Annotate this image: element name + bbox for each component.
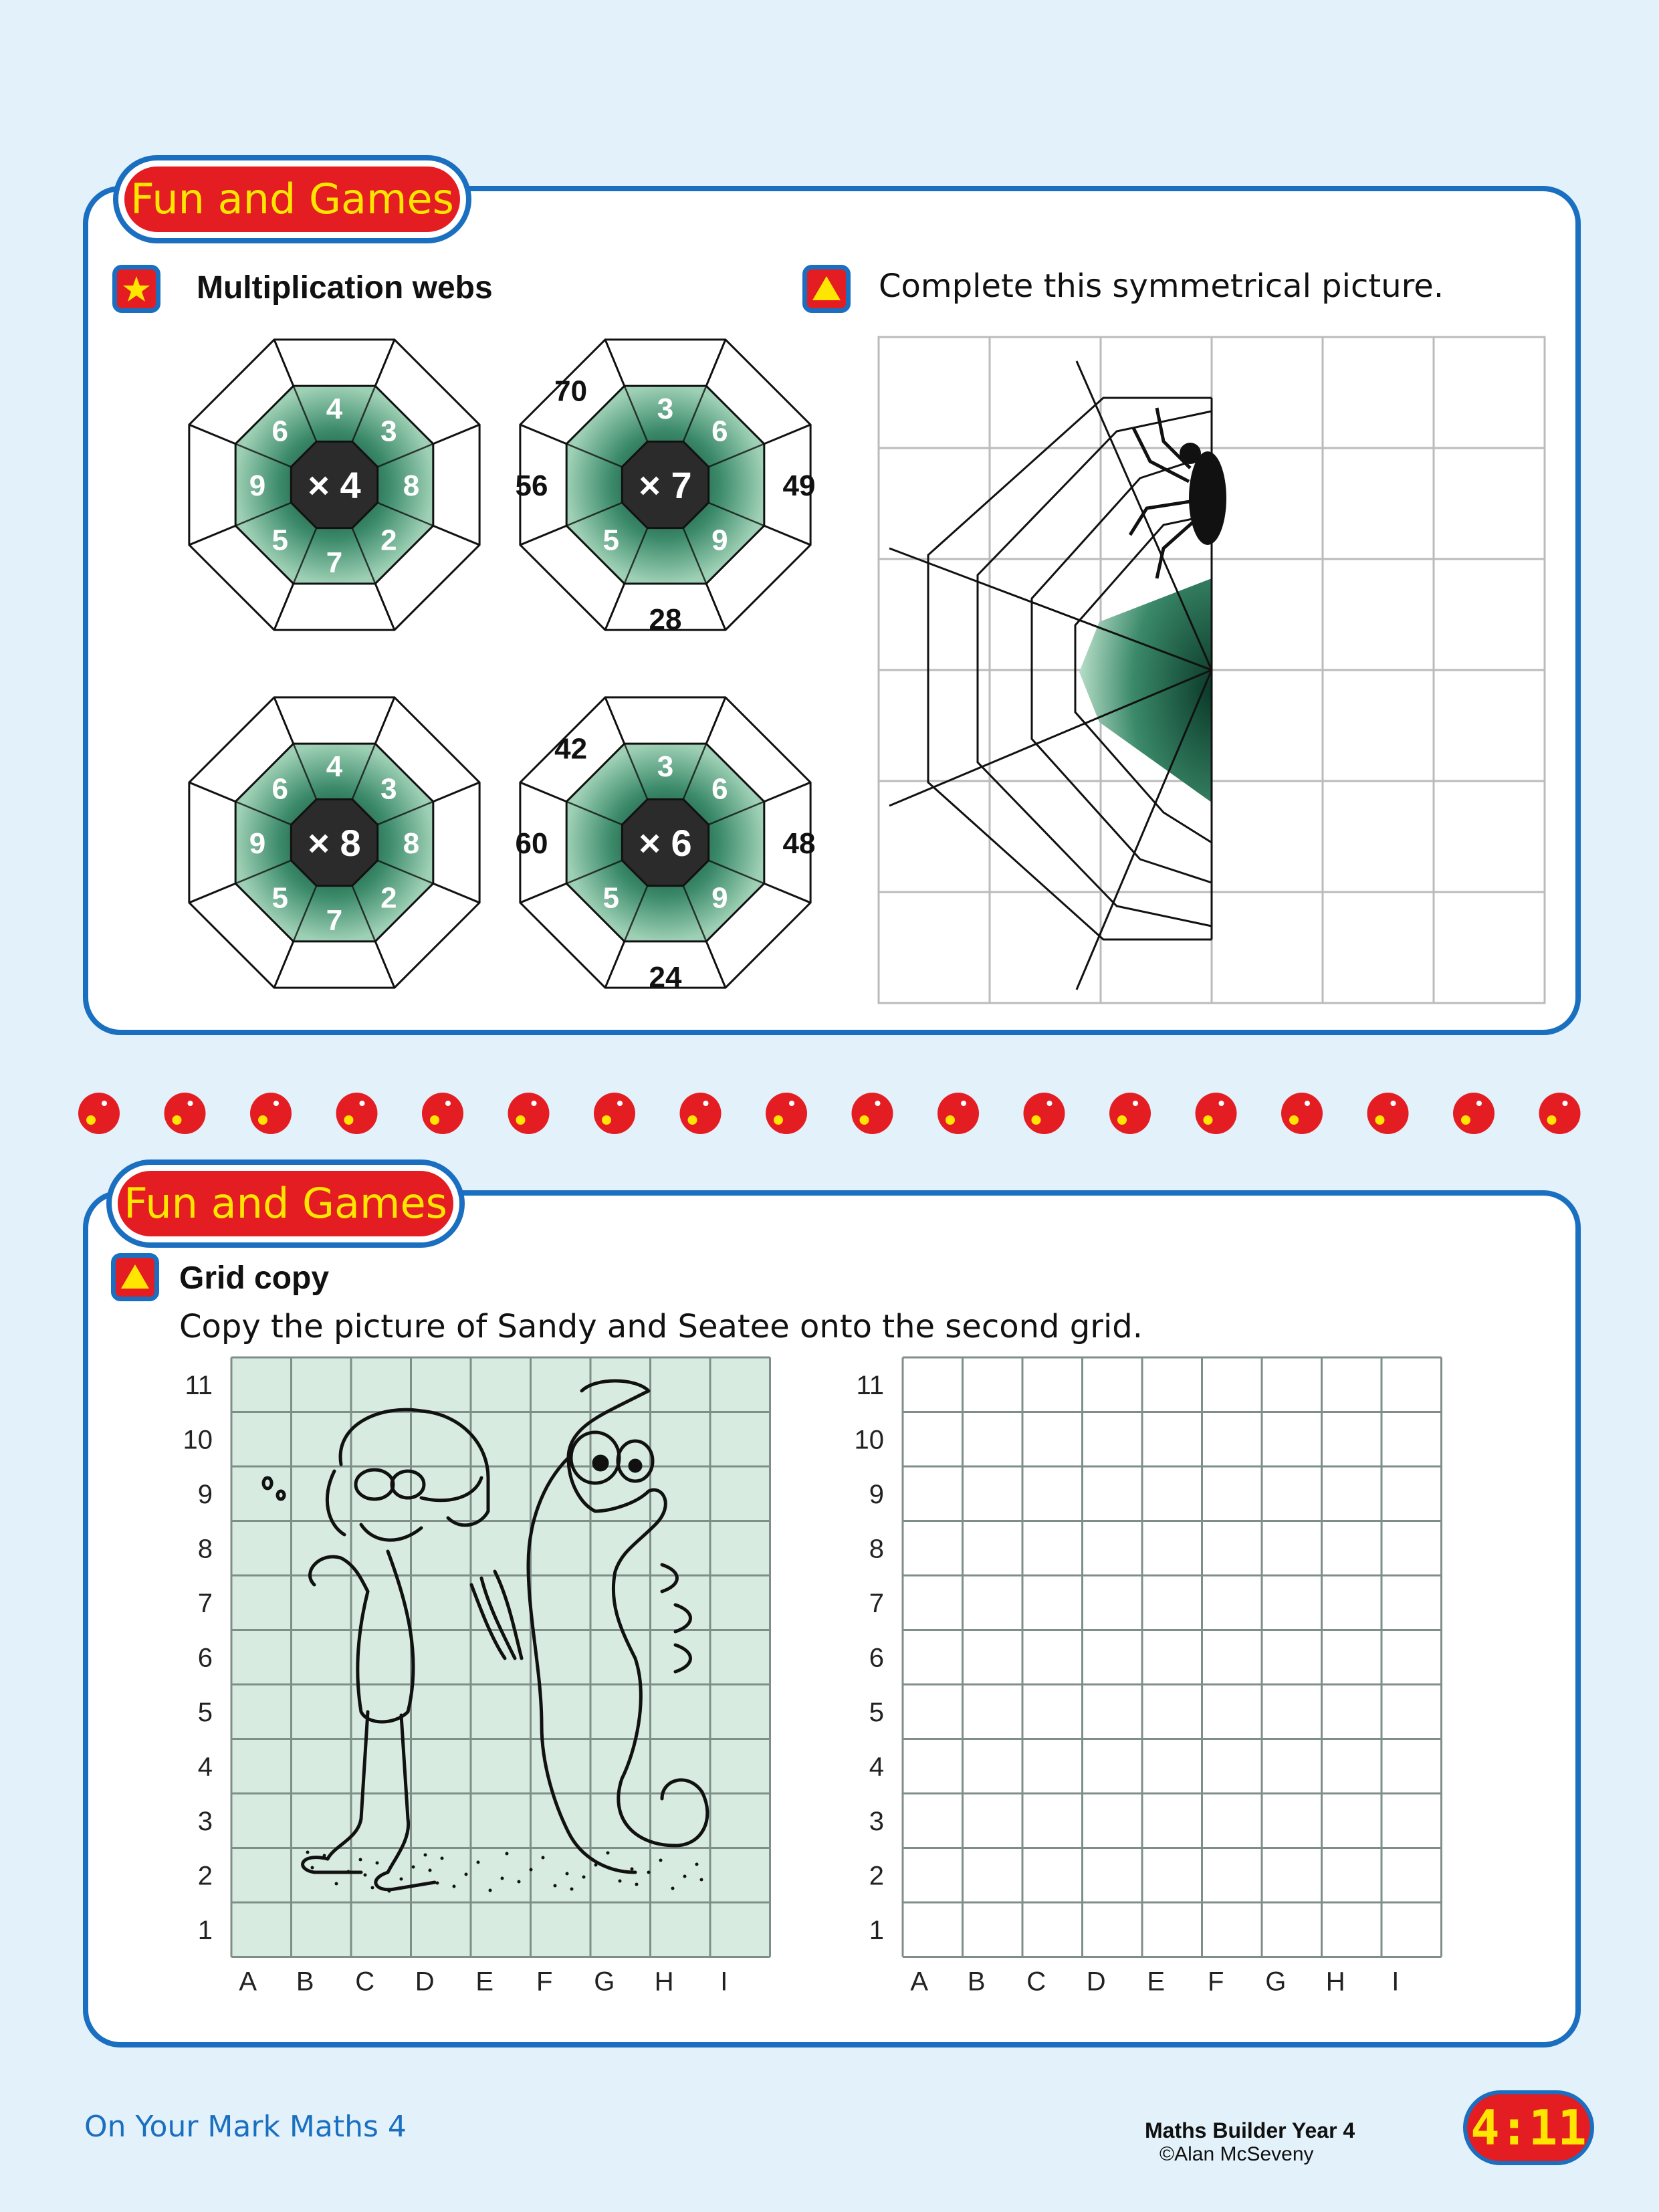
triangle-icon	[802, 265, 851, 313]
grid-copy-heading: Grid copy	[179, 1260, 330, 1296]
row-label: 9	[197, 1479, 213, 1509]
row-label: 11	[856, 1370, 884, 1400]
dot-divider	[67, 1083, 1605, 1143]
web-inner-number: 4	[326, 393, 343, 425]
web-multiplier: × 4	[308, 464, 361, 506]
decor-dot	[164, 1093, 206, 1134]
row-label: 1	[197, 1915, 213, 1945]
web-inner-number: 9	[249, 469, 266, 502]
col-label: B	[967, 1967, 986, 1997]
web-inner-number: 4	[326, 750, 343, 783]
triangle-icon	[111, 1253, 159, 1301]
col-label: A	[910, 1967, 929, 1997]
multiplication-web	[189, 697, 479, 988]
col-label: C	[355, 1967, 375, 1997]
web-outer-number: 24	[649, 961, 682, 994]
decor-dot	[937, 1093, 979, 1134]
row-label: 10	[183, 1425, 213, 1455]
decor-dot	[852, 1093, 893, 1134]
decor-dot	[1281, 1093, 1323, 1134]
decor-dot	[78, 1093, 120, 1134]
web-inner-number: 8	[403, 827, 420, 860]
web-inner-number: 3	[380, 415, 397, 448]
row-label: 10	[854, 1425, 884, 1455]
web-outer-number: 70	[554, 374, 588, 408]
col-label: C	[1026, 1967, 1046, 1997]
col-label: F	[1208, 1967, 1224, 1997]
web-inner-number: 6	[711, 415, 728, 448]
row-label: 7	[197, 1588, 213, 1618]
row-label: 3	[869, 1806, 884, 1836]
row-label: 8	[197, 1534, 213, 1564]
web-inner-number: 9	[711, 881, 728, 915]
col-label: E	[1147, 1967, 1166, 1997]
top-tab-title: Fun and Games	[118, 160, 466, 238]
web-inner-number: 6	[271, 415, 288, 448]
col-label: B	[296, 1967, 314, 1997]
row-label: 2	[197, 1861, 213, 1891]
web-inner-number: 9	[249, 827, 266, 860]
multiplication-web	[516, 340, 816, 636]
decor-dot	[1453, 1093, 1495, 1134]
web-inner-number: 3	[657, 393, 674, 425]
multiplication-webs	[167, 328, 836, 1023]
web-inner-number: 2	[380, 524, 397, 557]
web-inner-number: 6	[711, 772, 728, 806]
col-label: G	[594, 1967, 615, 1997]
book-title: Maths Builder Year 4	[1145, 2118, 1355, 2142]
author-credit: ©Alan McSeveny	[1159, 2143, 1314, 2165]
decor-dot	[508, 1093, 550, 1134]
decor-dot	[1109, 1093, 1151, 1134]
col-label: I	[1392, 1967, 1400, 1997]
decor-dot	[250, 1093, 292, 1134]
row-label: 5	[869, 1697, 884, 1727]
row-label: 3	[197, 1806, 213, 1836]
col-label: D	[1086, 1967, 1106, 1997]
web-inner-number: 9	[711, 524, 728, 557]
decor-dot	[1196, 1093, 1237, 1134]
col-label: E	[475, 1967, 494, 1997]
decor-dot	[1539, 1093, 1581, 1134]
col-label: H	[654, 1967, 674, 1997]
web-inner-number: 3	[657, 750, 674, 783]
web-inner-number: 5	[602, 524, 619, 557]
series-title: On Your Mark Maths 4	[84, 2110, 407, 2144]
decor-dot	[594, 1093, 635, 1134]
row-label: 6	[869, 1643, 884, 1673]
mult-heading: Multiplication webs	[197, 270, 493, 306]
row-label: 4	[197, 1752, 213, 1782]
col-label: F	[536, 1967, 553, 1997]
grid-copy-instruction: Copy the picture of Sandy and Seatee onto the second grid.	[179, 1308, 1143, 1345]
bottom-tab-title: Fun and Games	[112, 1165, 459, 1242]
web-multiplier: × 7	[639, 464, 692, 506]
row-label: 1	[869, 1915, 884, 1945]
star-icon	[112, 265, 160, 313]
web-inner-number: 7	[326, 546, 343, 579]
web-outer-number: 28	[649, 603, 682, 636]
decor-dot	[680, 1093, 722, 1134]
col-label: G	[1265, 1967, 1287, 1997]
web-inner-number: 8	[403, 469, 420, 502]
web-multiplier: × 8	[308, 822, 361, 864]
web-inner-number: 6	[271, 772, 288, 806]
web-inner-number: 3	[380, 772, 397, 806]
decor-dot	[1024, 1093, 1065, 1134]
row-label: 6	[197, 1643, 213, 1673]
multiplication-web	[189, 340, 479, 630]
row-label: 8	[869, 1534, 884, 1564]
web-outer-number: 42	[554, 732, 588, 766]
col-label: A	[239, 1967, 257, 1997]
row-label: 7	[869, 1588, 884, 1618]
web-outer-number: 49	[782, 469, 816, 502]
decor-dot	[336, 1093, 378, 1134]
row-label: 9	[869, 1479, 884, 1509]
web-inner-number: 5	[271, 524, 288, 557]
col-label: H	[1325, 1967, 1345, 1997]
web-inner-number: 2	[380, 881, 397, 915]
decor-dot	[1367, 1093, 1409, 1134]
web-outer-number: 60	[515, 827, 548, 860]
sym-instruction: Complete this symmetrical picture.	[879, 267, 1444, 305]
web-outer-number: 56	[515, 469, 548, 502]
decor-dot	[422, 1093, 463, 1134]
page-number: 4:11	[1463, 2090, 1594, 2165]
row-label: 11	[185, 1370, 213, 1400]
web-inner-number: 5	[602, 881, 619, 915]
multiplication-web	[516, 697, 816, 994]
picture-grid	[167, 1351, 782, 2006]
web-inner-number: 7	[326, 904, 343, 937]
web-multiplier: × 6	[639, 822, 692, 864]
blank-grid	[839, 1351, 1454, 2006]
col-label: D	[415, 1967, 435, 1997]
row-label: 2	[869, 1861, 884, 1891]
decor-dot	[766, 1093, 807, 1134]
col-label: I	[720, 1967, 728, 1997]
row-label: 4	[869, 1752, 884, 1782]
row-label: 5	[197, 1697, 213, 1727]
web-outer-number: 48	[782, 827, 816, 860]
symmetry-grid	[876, 334, 1548, 1006]
web-inner-number: 5	[271, 881, 288, 915]
